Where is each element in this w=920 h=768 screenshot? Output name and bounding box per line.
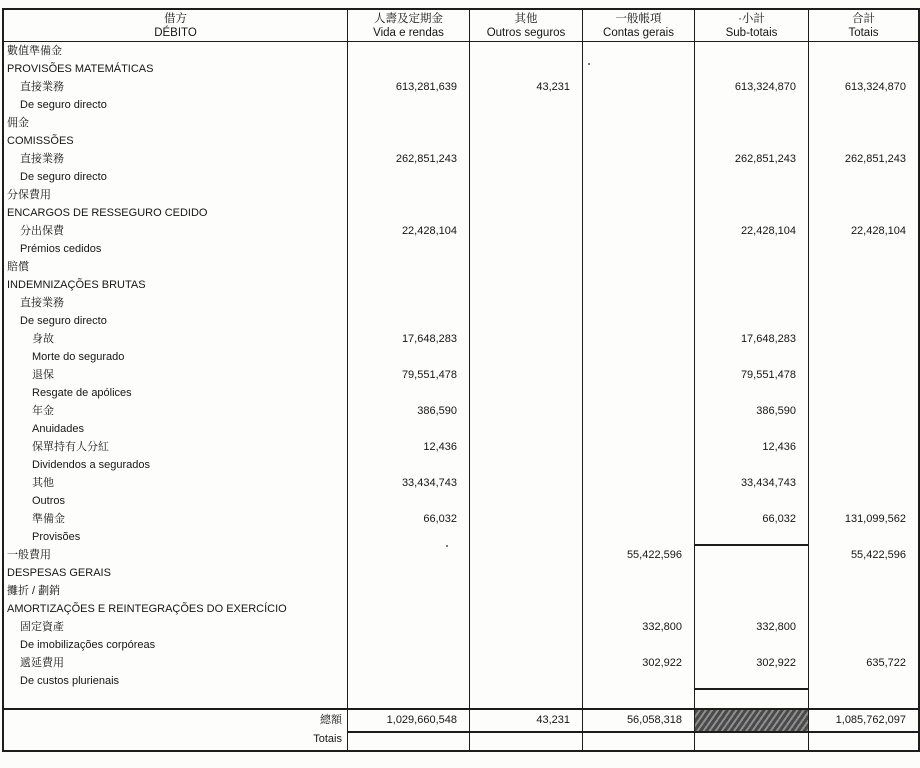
- header-debit-zh: 借方: [164, 12, 187, 25]
- value-cell: 386,590: [347, 402, 469, 420]
- value-cell: 262,851,243: [694, 150, 808, 168]
- table-row: [4, 564, 918, 582]
- table-row: [4, 96, 918, 114]
- header-debit: [4, 10, 347, 41]
- value-cell: [469, 384, 582, 402]
- value-cell: [469, 618, 582, 636]
- value-cell: [808, 240, 918, 258]
- value-cell: [582, 456, 694, 474]
- value-cell: [808, 258, 918, 276]
- value-cell: [582, 402, 694, 420]
- value-cell: [694, 384, 808, 402]
- total-underline-cell: [808, 731, 918, 750]
- table-row: [4, 114, 918, 132]
- table-row: [4, 240, 918, 258]
- value-cell: [347, 258, 469, 276]
- value-cell: [694, 600, 808, 618]
- scan-speck: [446, 545, 448, 547]
- value-cell: [694, 348, 808, 366]
- value-cell: [469, 654, 582, 672]
- header-col-vida-e-rendas: 人壽及定期金 Vida e rendas: [347, 10, 469, 41]
- value-cell: [694, 42, 808, 60]
- value-cell: [469, 564, 582, 582]
- value-cell: [694, 672, 808, 690]
- value-cell: [694, 492, 808, 510]
- table-body: [4, 42, 918, 708]
- row-label: 一般費用: [7, 549, 51, 561]
- header-col-sub-totais: ·小計 Sub-totais: [694, 10, 808, 41]
- value-cell: 302,922: [582, 654, 694, 672]
- table-row: [4, 348, 918, 366]
- row-label: INDEMNIZAÇÕES BRUTAS: [7, 279, 146, 291]
- value-cell: [469, 222, 582, 240]
- value-cell: [347, 348, 469, 366]
- row-label: 佣金: [7, 117, 29, 129]
- value-cell: [808, 636, 918, 654]
- value-cell: [469, 312, 582, 330]
- row-label: De imobilizações corpóreas: [20, 639, 156, 651]
- row-label: 分出保費: [20, 225, 64, 237]
- value-cell: 79,551,478: [694, 366, 808, 384]
- row-label: AMORTIZAÇÕES E REINTEGRAÇÕES DO EXERCÍCIO: [7, 603, 287, 615]
- table-row: [4, 150, 918, 168]
- value-cell: [582, 438, 694, 456]
- total-totais: 1,085,762,097: [808, 710, 918, 731]
- row-label: 保單持有人分紅: [32, 441, 109, 453]
- value-cell: [469, 330, 582, 348]
- value-cell: [582, 168, 694, 186]
- value-cell: 22,428,104: [347, 222, 469, 240]
- value-cell: 332,800: [694, 618, 808, 636]
- table-row: [4, 636, 918, 654]
- value-cell: [808, 168, 918, 186]
- value-cell: 613,324,870: [694, 78, 808, 96]
- value-cell: 262,851,243: [347, 150, 469, 168]
- table-row: [4, 60, 918, 78]
- value-cell: [469, 672, 582, 690]
- header-debit-pt: DÉBITO: [154, 26, 197, 39]
- value-cell: [469, 60, 582, 78]
- row-label: 年金: [32, 405, 54, 417]
- total-vida-e-rendas: 1,029,660,548: [347, 710, 469, 731]
- table-row: [4, 366, 918, 384]
- table-row: [4, 420, 918, 438]
- value-cell: [808, 348, 918, 366]
- row-label: 身故: [32, 333, 54, 345]
- table-row: [4, 690, 918, 708]
- value-cell: [582, 42, 694, 60]
- value-cell: [347, 204, 469, 222]
- value-cell: [808, 600, 918, 618]
- value-cell: [469, 582, 582, 600]
- value-cell: 386,590: [694, 402, 808, 420]
- value-cell: [694, 690, 808, 708]
- value-cell: [694, 240, 808, 258]
- value-cell: [694, 204, 808, 222]
- row-label: COMISSÕES: [7, 135, 74, 147]
- table-row: [4, 258, 918, 276]
- value-cell: [582, 672, 694, 690]
- table-row: [4, 312, 918, 330]
- value-cell: 302,922: [694, 654, 808, 672]
- value-cell: [347, 690, 469, 708]
- row-label: 分保費用: [7, 189, 51, 201]
- table-row: [4, 492, 918, 510]
- row-label: 攤折 / 劃銷: [7, 585, 61, 597]
- value-cell: 79,551,478: [347, 366, 469, 384]
- value-cell: 17,648,283: [694, 330, 808, 348]
- table-row: [4, 294, 918, 312]
- value-cell: 43,231: [469, 78, 582, 96]
- value-cell: [347, 240, 469, 258]
- value-cell: [347, 384, 469, 402]
- value-cell: [347, 636, 469, 654]
- value-cell: 55,422,596: [582, 546, 694, 564]
- row-label: Outros: [32, 495, 66, 507]
- value-cell: [347, 312, 469, 330]
- total-underline-cell: [582, 731, 694, 750]
- row-label: 直接業務: [20, 297, 64, 309]
- value-cell: [582, 222, 694, 240]
- value-cell: 635,722: [808, 654, 918, 672]
- value-cell: 17,648,283: [347, 330, 469, 348]
- table-row: [4, 456, 918, 474]
- value-cell: [694, 168, 808, 186]
- value-cell: [582, 690, 694, 708]
- value-cell: [808, 276, 918, 294]
- value-cell: [808, 564, 918, 582]
- row-label: De seguro directo: [20, 315, 107, 327]
- value-cell: [469, 690, 582, 708]
- row-label: 其他: [32, 477, 54, 489]
- value-cell: [808, 456, 918, 474]
- grand-total-row: [4, 710, 918, 731]
- value-cell: [347, 96, 469, 114]
- value-cell: 66,032: [694, 510, 808, 528]
- value-cell: [808, 402, 918, 420]
- value-cell: 12,436: [347, 438, 469, 456]
- value-cell: [808, 366, 918, 384]
- table-row: [4, 402, 918, 420]
- table-row: [4, 222, 918, 240]
- value-cell: [582, 384, 694, 402]
- value-cell: 131,099,562: [808, 510, 918, 528]
- value-cell: [469, 510, 582, 528]
- row-label: De seguro directo: [20, 99, 107, 111]
- value-cell: [694, 636, 808, 654]
- value-cell: [808, 294, 918, 312]
- value-cell: [469, 294, 582, 312]
- value-cell: [469, 240, 582, 258]
- row-label: 直接業務: [20, 153, 64, 165]
- value-cell: [469, 366, 582, 384]
- value-cell: [808, 618, 918, 636]
- value-cell: [694, 96, 808, 114]
- value-cell: [582, 96, 694, 114]
- value-cell: [808, 582, 918, 600]
- value-cell: [694, 456, 808, 474]
- value-cell: [469, 96, 582, 114]
- value-cell: [808, 528, 918, 546]
- value-cell: [694, 60, 808, 78]
- value-cell: [694, 546, 808, 564]
- row-label: Resgate de apólices: [32, 387, 132, 399]
- value-cell: [469, 114, 582, 132]
- value-cell: [347, 114, 469, 132]
- value-cell: [469, 402, 582, 420]
- table-row: [4, 618, 918, 636]
- value-cell: [347, 456, 469, 474]
- row-label: 固定資產: [20, 621, 64, 633]
- value-cell: [808, 672, 918, 690]
- total-underline-cell: [469, 731, 582, 750]
- value-cell: [582, 366, 694, 384]
- table-row: [4, 384, 918, 402]
- value-cell: [347, 546, 469, 564]
- value-cell: [582, 420, 694, 438]
- value-cell: [694, 582, 808, 600]
- scan-speck: [588, 63, 590, 65]
- row-label: 直接業務: [20, 81, 64, 93]
- row-label: Prémios cedidos: [20, 243, 102, 255]
- row-label: De seguro directo: [20, 171, 107, 183]
- table-row: [4, 474, 918, 492]
- value-cell: [582, 60, 694, 78]
- table-row: [4, 186, 918, 204]
- value-cell: [582, 186, 694, 204]
- value-cell: [347, 42, 469, 60]
- value-cell: [582, 348, 694, 366]
- table-row: [4, 168, 918, 186]
- value-cell: [808, 474, 918, 492]
- value-cell: [347, 600, 469, 618]
- table-header: [4, 10, 918, 42]
- header-col-totais: 合計 Totais: [808, 10, 918, 41]
- table-row: [4, 510, 918, 528]
- value-cell: [582, 150, 694, 168]
- value-cell: 12,436: [694, 438, 808, 456]
- value-cell: [582, 114, 694, 132]
- row-label: ENCARGOS DE RESSEGURO CEDIDO: [7, 207, 208, 219]
- header-col-contas-gerais: 一般帳項 Contas gerais: [582, 10, 694, 41]
- value-cell: [347, 618, 469, 636]
- value-cell: [347, 186, 469, 204]
- value-cell: [469, 420, 582, 438]
- value-cell: [808, 492, 918, 510]
- grand-total-caption-row: [4, 731, 918, 750]
- table-row: [4, 528, 918, 546]
- value-cell: [469, 204, 582, 222]
- value-cell: 332,800: [582, 618, 694, 636]
- value-cell: [469, 528, 582, 546]
- value-cell: [582, 276, 694, 294]
- value-cell: [808, 96, 918, 114]
- value-cell: 33,434,743: [347, 474, 469, 492]
- row-label: 遞延費用: [20, 657, 64, 669]
- value-cell: [582, 258, 694, 276]
- value-cell: [582, 330, 694, 348]
- row-label: 準備金: [32, 513, 65, 525]
- row-label: Anuidades: [32, 423, 84, 435]
- header-col-outros-seguros: 其他 Outros seguros: [469, 10, 582, 41]
- value-cell: [808, 384, 918, 402]
- value-cell: [808, 132, 918, 150]
- table-row: [4, 582, 918, 600]
- value-cell: [347, 528, 469, 546]
- value-cell: [347, 672, 469, 690]
- value-cell: [469, 636, 582, 654]
- value-cell: [582, 204, 694, 222]
- table-row: [4, 438, 918, 456]
- table-row: [4, 600, 918, 618]
- value-cell: [808, 690, 918, 708]
- row-label: PROVISÕES MATEMÁTICAS: [7, 63, 154, 75]
- value-cell: 66,032: [347, 510, 469, 528]
- value-cell: [582, 582, 694, 600]
- table-row: [4, 78, 918, 96]
- value-cell: [808, 204, 918, 222]
- value-cell: [582, 240, 694, 258]
- value-cell: 33,434,743: [694, 474, 808, 492]
- row-label: Provisões: [32, 531, 81, 543]
- table-row: [4, 546, 918, 564]
- value-cell: [694, 528, 808, 546]
- value-cell: [808, 438, 918, 456]
- value-cell: [582, 78, 694, 96]
- value-cell: [347, 60, 469, 78]
- value-cell: [582, 510, 694, 528]
- row-label: Morte do segurado: [32, 351, 125, 363]
- value-cell: [582, 294, 694, 312]
- row-label: De custos plurienais: [20, 675, 120, 687]
- value-cell: 22,428,104: [808, 222, 918, 240]
- table-row: [4, 132, 918, 150]
- value-cell: [469, 546, 582, 564]
- debit-table: [2, 8, 920, 752]
- value-cell: [347, 420, 469, 438]
- value-cell: [347, 564, 469, 582]
- row-label: 退保: [32, 369, 54, 381]
- table-row: [4, 654, 918, 672]
- totals-label-pt: Totais: [313, 733, 342, 745]
- value-cell: [694, 312, 808, 330]
- row-label: 數值準備金: [7, 45, 62, 57]
- value-cell: [582, 312, 694, 330]
- total-underline-cell: [694, 731, 808, 750]
- value-cell: [347, 132, 469, 150]
- row-label: [4, 690, 347, 708]
- value-cell: [808, 42, 918, 60]
- value-cell: [694, 276, 808, 294]
- value-cell: [808, 330, 918, 348]
- value-cell: 55,422,596: [808, 546, 918, 564]
- row-label: Dividendos a segurados: [32, 459, 151, 471]
- table-row: [4, 276, 918, 294]
- value-cell: [469, 492, 582, 510]
- total-sub-totais-hatched-cell: [694, 710, 808, 731]
- row-label: 賠償: [7, 261, 29, 273]
- value-cell: [347, 276, 469, 294]
- total-underline-cell: [347, 731, 469, 750]
- value-cell: [469, 132, 582, 150]
- value-cell: [808, 60, 918, 78]
- value-cell: [582, 528, 694, 546]
- value-cell: [694, 186, 808, 204]
- table-row: [4, 672, 918, 690]
- value-cell: [469, 150, 582, 168]
- value-cell: 613,281,639: [347, 78, 469, 96]
- table-row: [4, 204, 918, 222]
- value-cell: [582, 564, 694, 582]
- value-cell: [582, 636, 694, 654]
- value-cell: [694, 258, 808, 276]
- value-cell: [808, 186, 918, 204]
- totals-section: [4, 708, 918, 750]
- value-cell: [694, 132, 808, 150]
- value-cell: [582, 600, 694, 618]
- value-cell: [582, 132, 694, 150]
- value-cell: 22,428,104: [694, 222, 808, 240]
- table-row: [4, 330, 918, 348]
- value-cell: [694, 420, 808, 438]
- value-cell: [808, 312, 918, 330]
- value-cell: [469, 258, 582, 276]
- value-cell: 613,324,870: [808, 78, 918, 96]
- value-cell: [469, 438, 582, 456]
- value-cell: [582, 474, 694, 492]
- value-cell: [808, 114, 918, 132]
- value-cell: [469, 474, 582, 492]
- value-cell: 262,851,243: [808, 150, 918, 168]
- value-cell: [469, 42, 582, 60]
- value-cell: [469, 186, 582, 204]
- value-cell: [808, 420, 918, 438]
- value-cell: [582, 492, 694, 510]
- value-cell: [469, 168, 582, 186]
- value-cell: [347, 492, 469, 510]
- value-cell: [694, 564, 808, 582]
- totals-label-zh: 總額: [320, 714, 342, 726]
- value-cell: [347, 294, 469, 312]
- value-cell: [347, 654, 469, 672]
- value-cell: [469, 276, 582, 294]
- value-cell: [469, 348, 582, 366]
- value-cell: [469, 456, 582, 474]
- row-label: DESPESAS GERAIS: [7, 567, 111, 579]
- value-cell: [694, 294, 808, 312]
- total-outros-seguros: 43,231: [469, 710, 582, 731]
- value-cell: [347, 582, 469, 600]
- value-cell: [347, 168, 469, 186]
- table-row: [4, 42, 918, 60]
- total-contas-gerais: 56,058,318: [582, 710, 694, 731]
- value-cell: [469, 600, 582, 618]
- value-cell: [694, 114, 808, 132]
